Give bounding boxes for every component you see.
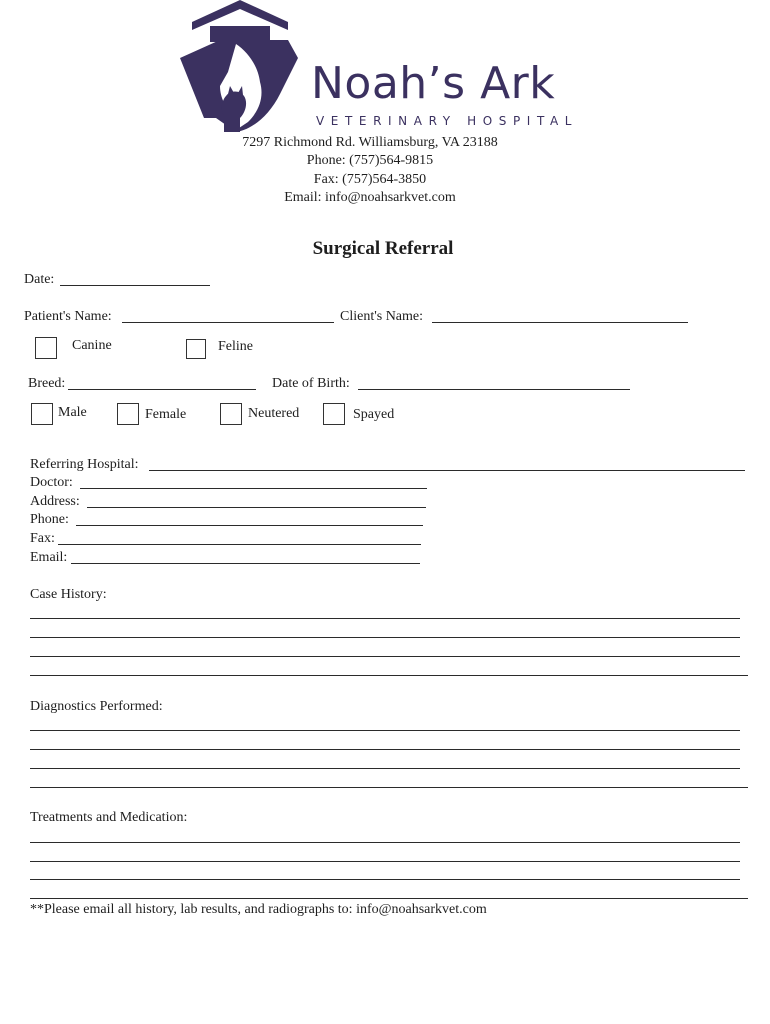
breed-label: Breed: [28,376,66,391]
phone-field[interactable] [76,525,423,526]
male-checkbox[interactable] [31,403,53,425]
diagnostics-label: Diagnostics Performed: [30,699,163,714]
patient-name-label: Patient's Name: [24,309,112,324]
brand-subtitle: VETERINARY HOSPITAL [316,114,579,128]
hospital-fax: Fax: (757)564-3850 [313,172,427,187]
doctor-label: Doctor: [30,475,73,490]
doctor-field[interactable] [80,488,427,489]
case-history-line-2[interactable] [30,637,740,638]
referring-hospital-field[interactable] [149,470,745,471]
form-title: Surgical Referral [312,238,454,259]
case-history-line-3[interactable] [30,656,740,657]
treatments-line-2[interactable] [30,861,740,862]
hospital-phone: Phone: (757)564-9815 [306,153,434,168]
spayed-checkbox[interactable] [323,403,345,425]
diagnostics-line-1[interactable] [30,730,740,731]
phone-label: Phone: [30,512,69,527]
noahs-ark-logo-mark [176,0,300,134]
canine-label: Canine [72,338,112,353]
date-label: Date: [24,272,55,287]
feline-label: Feline [218,339,253,354]
hospital-email: Email: info@noahsarkvet.com [284,190,456,205]
treatments-line-3[interactable] [30,879,740,880]
male-label: Male [58,405,87,420]
fax-field[interactable] [58,544,421,545]
brand-name: Noah’s Ark [311,58,556,109]
fax-label: Fax: [30,531,55,546]
neutered-checkbox[interactable] [220,403,242,425]
breed-field[interactable] [68,389,256,390]
client-name-label: Client's Name: [340,309,424,324]
dob-field[interactable] [358,389,630,390]
patient-name-field[interactable] [122,322,334,323]
female-label: Female [145,407,187,422]
address-label: Address: [30,494,80,509]
diagnostics-line-4[interactable] [30,787,748,788]
feline-checkbox[interactable] [186,339,206,359]
email-field[interactable] [71,563,420,564]
date-field[interactable] [60,285,210,286]
ark-dog-cat-icon [176,0,300,134]
treatments-label: Treatments and Medication: [30,810,188,825]
client-name-field[interactable] [432,322,688,323]
referring-hospital-label: Referring Hospital: [30,457,139,472]
footer-note: **Please email all history, lab results, and radiographs to: info@noahsarkvet.com [30,902,487,917]
diagnostics-line-2[interactable] [30,749,740,750]
dob-label: Date of Birth: [272,376,350,391]
case-history-line-4[interactable] [30,675,748,676]
treatments-line-4[interactable] [30,898,748,899]
canine-checkbox[interactable] [35,337,57,359]
case-history-line-1[interactable] [30,618,740,619]
hospital-address: 7297 Richmond Rd. Williamsburg, VA 23188 [242,135,498,150]
email-label: Email: [30,550,68,565]
diagnostics-line-3[interactable] [30,768,740,769]
neutered-label: Neutered [248,406,300,421]
spayed-label: Spayed [353,407,395,422]
address-field[interactable] [87,507,426,508]
case-history-label: Case History: [30,587,107,602]
treatments-line-1[interactable] [30,842,740,843]
female-checkbox[interactable] [117,403,139,425]
